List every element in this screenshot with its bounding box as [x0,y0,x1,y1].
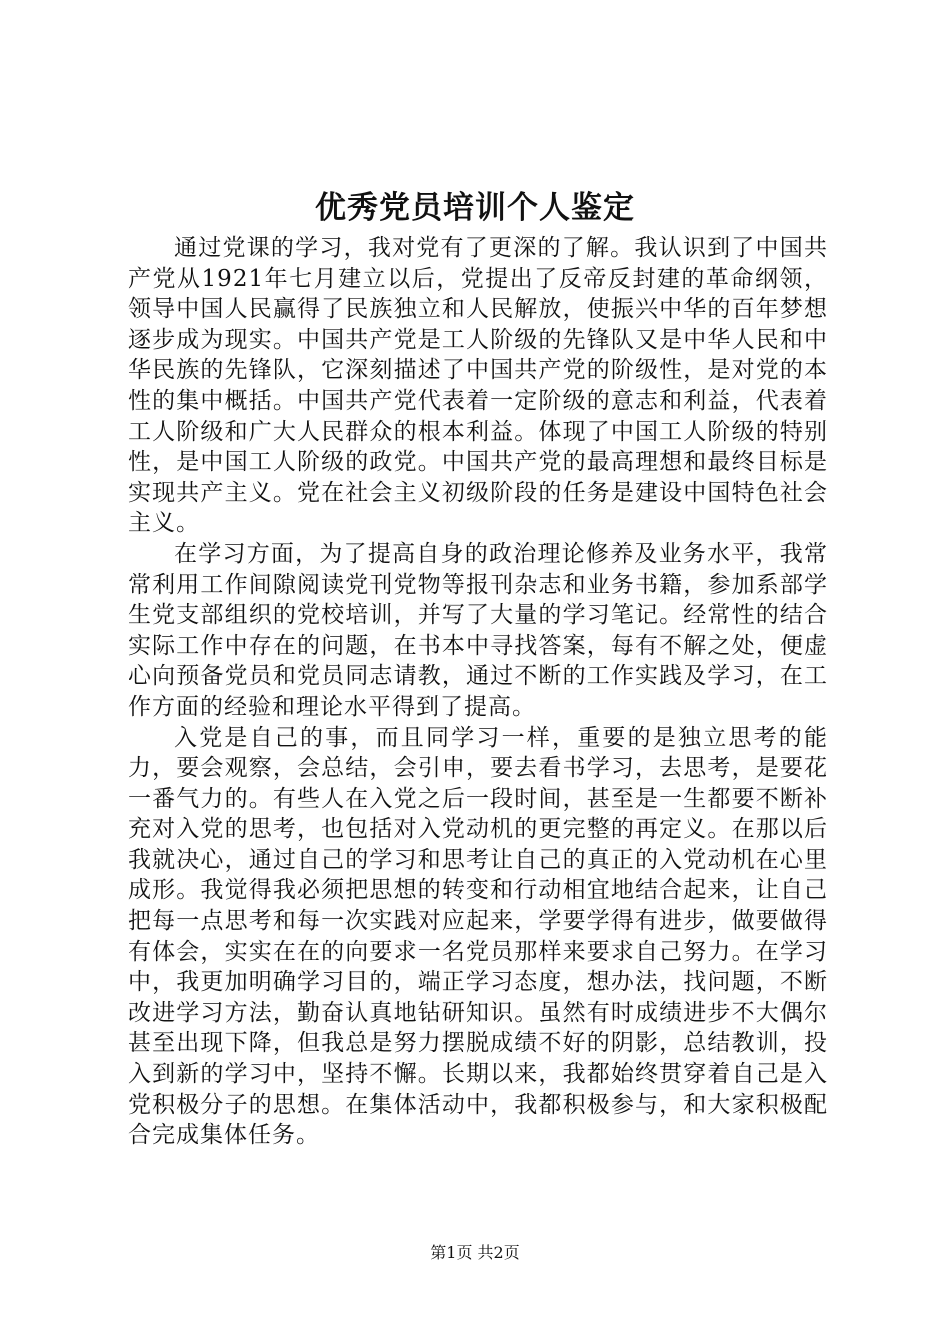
document-body [128,233,828,1151]
page-number-footer: 第1页 共2页 [430,1243,520,1262]
paragraph-1: 通过党课的学习，我对党有了更深的了解。我认识到了中国共产党从1921年七月建立以后，党提出了反帝反封建的革命纲领，领导中国人民赢得了民族独立和人民解放，使振兴中华的百年梦想逐步成为现实。中国共产党是工人阶级的先锋队又是中华人民和中华民族的先锋队，它深刻描述了中国共产党的阶级性，是对党的本性的集中概括。中国共产党代表着一定阶级的意志和利益，代表着工人阶级和广大人民群众的根本利益。体现了中国工人阶级的特别性，是中国工人阶级的政党。中国共产党的最高理想和最终目标是实现共产主义。党在社会主义初级阶段的任务是建设中国特色社会主义。 [128,235,828,537]
paragraph-3: 入党是自己的事，而且同学习一样，重要的是独立思考的能力，要会观察，会总结，会引申，要去看书学习，去思考，是要花一番气力的。有些人在入党之后一段时间，甚至是一生都要不断补充对入党的思考，也包括对入党动机的更完整的再定义。在那以后我就决心，通过自己的学习和思考让自己的真正的入党动机在心里成形。我觉得我必须把思想的转变和行动相宜地结合起来，让自己把每一点思考和每一次实践对应起来，学要学得有进步，做要做得有体会，实实在在的向要求一名党员那样来要求自己努力。在学习中，我更加明确学习目的，端正学习态度，想办法，找问题，不断改进学习方法，勤奋认真地钻研知识。虽然有时成绩进步不大偶尔甚至出现下降，但我总是努力摆脱成绩不好的阴影，总结教训，投入到新的学习中，坚持不懈。长期以来，我都始终贯穿着自己是入党积极分子的思想。在集体活动中，我都积极参与，和大家积极配合完成集体任务。 [128,724,828,1149]
document-title: 优秀党员培训个人鉴定 [315,190,635,226]
paragraph-2: 在学习方面，为了提高自身的政治理论修养及业务水平，我常常利用工作间隙阅读党刊党物等报刊杂志和业务书籍，参加系部学生党支部组织的党校培训，并写了大量的学习笔记。经常性的结合实际工作中存在的问题，在书本中寻找答案，每有不解之处，便虚心向预备党员和党员同志请教，通过不断的工作实践及学习，在工作方面的经验和理论水平得到了提高。 [128,540,828,720]
